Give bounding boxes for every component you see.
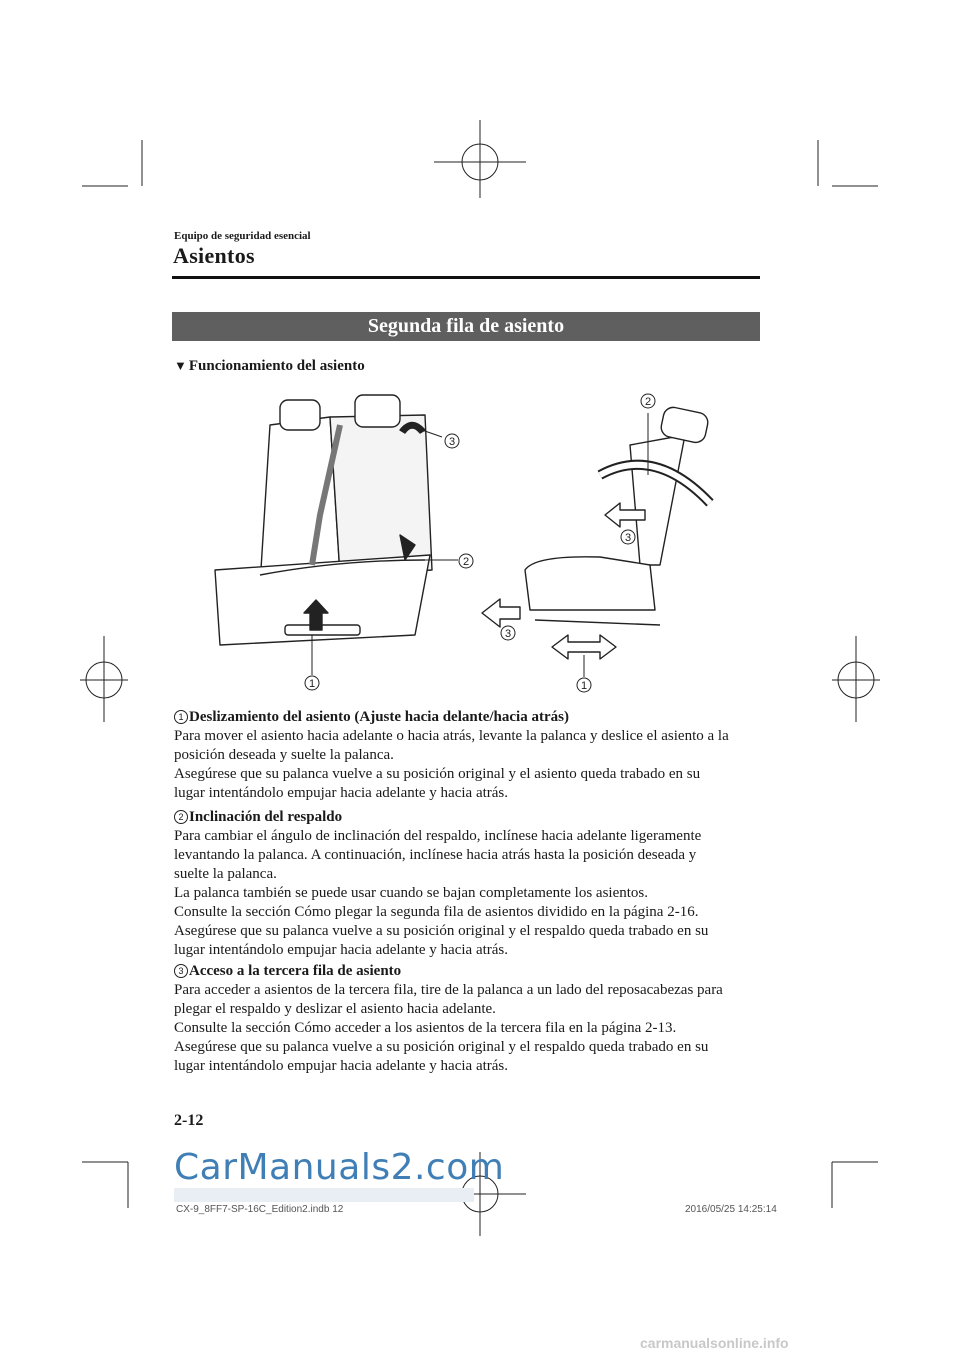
item-1-line: posición deseada y suelte la palanca. [174,747,394,763]
callout-3-left: 3 [448,436,456,448]
item-2-line: Para cambiar el ángulo de inclinación del respaldo, inclínese hacia adelante ligeramente [174,828,702,844]
item-2-line: Asegúrese que su palanca vuelve a su posición original y el respaldo queda trabado en su [174,923,709,939]
callout-3-right-lower: 3 [504,628,512,640]
item-3-block [174,962,760,1076]
item-2-number: 2 [174,810,188,824]
item-1-line: lugar intentándolo empujar hacia adelante y hacia atrás. [174,785,509,801]
callout-1-left: 1 [308,678,316,690]
item-3-heading: 3 Acceso a la tercera fila de asiento [174,962,760,981]
item-1-block [174,708,760,803]
item-3-line: plegar el respaldo y deslizar el asiento hacia adelante. [174,1001,496,1017]
item-2-heading: 2 Inclinación del respaldo [174,808,760,827]
seatback-left [260,417,340,585]
title-divider [172,276,760,279]
headrest-right [355,395,400,427]
callout-3-right-upper: 3 [624,532,632,544]
callout-2-left: 2 [462,556,470,568]
item-1-line: Para mover el asiento hacia adelante o hacia atrás, levante la palanca y deslice el asiento a la [174,728,729,744]
item-2-block [174,808,760,960]
item-2-line: levantando la palanca. A continuación, inclínese hacia atrás hasta la posición deseada y [174,847,697,863]
item-3-line: Para acceder a asientos de la tercera fila, tire de la palanca a un lado del reposacabezas para [174,982,723,998]
callout-2-right: 2 [644,396,652,408]
triangle-down-icon: ▼ [174,358,187,373]
site-watermark: carmanualsonline.info [640,1335,789,1351]
seat-illustration [200,385,740,695]
item-2-line: lugar intentándolo empujar hacia adelante y hacia atrás. [174,942,509,958]
subheading [174,358,365,375]
item-3-number: 3 [174,964,188,978]
item-1-line: Asegúrese que su palanca vuelve a su posición original y el asiento queda trabado en su [174,766,701,782]
slide-forward-arrow [482,599,520,627]
footer-date: 2016/05/25 14:25:14 [685,1204,777,1215]
item-1-number: 1 [174,710,188,724]
subheading-text: Funcionamiento del asiento [188,358,365,374]
side-cushion [525,557,655,610]
callout-1-right: 1 [580,680,588,692]
item-3-line: Asegúrese que su palanca vuelve a su posición original y el respaldo queda trabado en su [174,1039,709,1055]
section-banner: Segunda fila de asiento [172,312,760,341]
watermark-link[interactable]: CarManuals2.com [174,1147,505,1188]
item-2-line: Consulte la sección Cómo plegar la segunda fila de asientos dividido en la página 2-16. [174,904,699,920]
item-3-line: lugar intentándolo empujar hacia adelante y hacia atrás. [174,1058,509,1074]
section-label: Equipo de seguridad esencial [174,230,311,242]
item-2-line: suelte la palanca. [174,866,277,882]
chapter-title: Asientos [173,243,255,268]
item-2-line: La palanca también se puede usar cuando se bajan completamente los asientos. [174,885,648,901]
side-rail [535,620,660,625]
item-3-line: Consulte la sección Cómo acceder a los asientos de la tercera fila en la página 2-13. [174,1020,677,1036]
item-1-heading: 1 Deslizamiento del asiento (Ajuste hacia delante/hacia atrás) [174,708,760,727]
footer-file: CX-9_8FF7-SP-16C_Edition2.indb 12 [176,1204,344,1215]
watermark-band [174,1188,474,1202]
seatback-right [330,415,432,575]
headrest-left [280,400,320,430]
side-seatback [630,435,685,565]
page-number: 2-12 [174,1112,204,1129]
